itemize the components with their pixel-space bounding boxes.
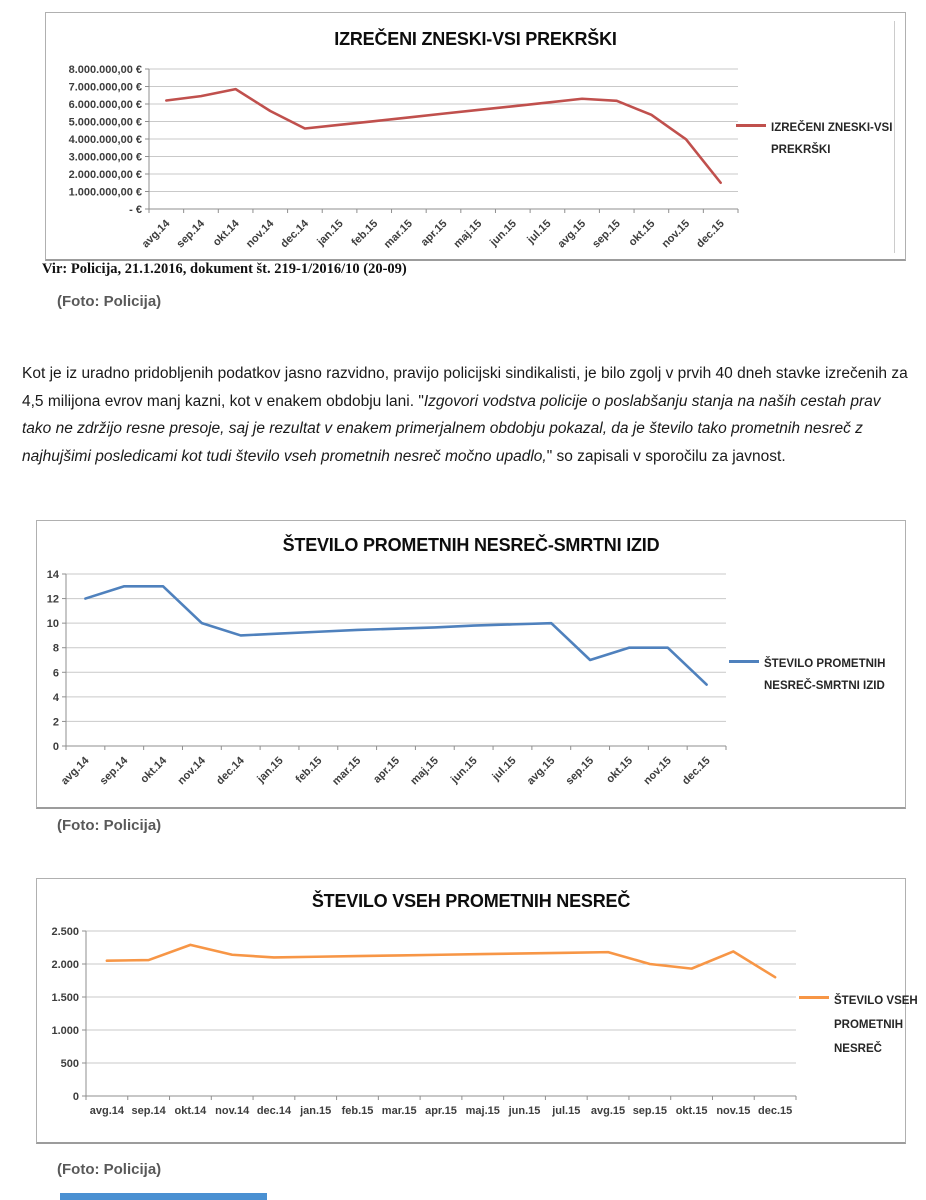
y-tick-label: 2.500 [51,926,79,938]
y-tick-label: 7.000.000,00 € [68,81,142,94]
x-tick-label: jun.15 [448,754,480,786]
chart-legend [729,653,892,697]
x-tick-label: nov.14 [215,1105,250,1117]
x-tick-label: maj.15 [465,1105,500,1117]
x-tick-label: nov.14 [243,217,277,251]
article-paragraph [22,360,910,470]
chart-frame-edge [894,21,895,253]
x-tick-label: avg.15 [555,217,589,251]
x-tick-label: dec.14 [278,217,312,251]
x-tick-label: okt.14 [174,1105,207,1117]
x-tick-label: feb.15 [341,1105,374,1117]
y-tick-label: 2.000 [51,959,79,971]
y-tick-label: 1.500 [51,992,79,1004]
x-tick-label: apr.15 [371,754,403,786]
y-tick-label: 14 [46,569,59,581]
x-tick-label: apr.15 [425,1105,457,1117]
x-tick-label: dec.15 [680,754,713,788]
x-tick-label: okt.15 [675,1105,708,1117]
x-tick-label: jan.15 [315,217,346,249]
x-tick-label: feb.15 [349,217,381,249]
x-tick-label: jul.15 [552,1105,581,1117]
y-tick-label: 2 [52,716,59,729]
y-tick-label: 1.000.000,00 € [68,186,142,199]
x-tick-label: mar.15 [330,754,364,788]
x-tick-label: okt.14 [138,754,170,786]
x-tick-label: jan.15 [255,754,286,786]
x-tick-label: sep.14 [174,217,208,251]
photo-credit: (Foto: Policija) [57,817,162,834]
chart-title: IZREČENI ZNESKI-VSI PREKRŠKI [334,29,617,49]
x-tick-label: dec.15 [694,217,727,251]
y-tick-label: 8 [52,642,59,655]
x-tick-label: jul.15 [490,754,519,784]
x-tick-label: avg.14 [89,1105,125,1117]
x-tick-label: okt.14 [210,217,242,249]
x-tick-label: mar.15 [381,217,415,251]
y-tick-label: 1.000 [51,1025,79,1037]
series-line [107,945,775,977]
paragraph-quote: Izgovori vodstva policije o poslabšanju stanja na naših cestah prav tako ne zdržijo resne presoje, saj je rezultat v enakem primerjalnem obdobju pokazal, da je število tako prometnih nesreč z najhujšimi posledicami kot tudi število vseh prometnih nesreč močno upadlo, [22,392,881,465]
x-tick-label: feb.15 [293,754,325,786]
x-tick-label: mar.15 [381,1105,417,1117]
y-tick-label: 12 [46,593,59,606]
x-tick-label: nov.15 [716,1105,751,1117]
y-tick-label: 8.000.000,00 € [68,64,142,76]
x-tick-label: avg.14 [58,754,92,788]
source-citation: Vir: Policija, 21.1.2016, dokument št. 219-1/2016/10 (20-09) [42,261,407,277]
vse-nesrece-line-chart [37,879,905,1142]
x-tick-label: apr.15 [418,217,450,249]
chart-vse-nesrece [36,878,918,1144]
y-tick-label: 6 [52,667,59,680]
y-tick-label: 0 [52,741,59,753]
y-tick-label: 5.000.000,00 € [68,116,142,129]
x-tick-label: dec.14 [214,754,247,788]
paragraph-tail: " so zapisali v sporočilu za javnost. [546,447,786,465]
legend-label: ŠTEVILO PROMETNIH NESREČ-SMRTNI IZID [764,658,886,692]
x-tick-label: nov.15 [641,754,674,788]
y-tick-label: 4 [52,691,59,704]
x-tick-label: sep.14 [97,754,131,788]
series-line [166,89,720,183]
x-tick-label: sep.15 [632,1105,667,1117]
photo-credit: (Foto: Policija) [57,293,162,310]
x-tick-label: avg.14 [139,217,173,251]
legend-label: IZREČENI ZNESKI-VSI PREKRŠKI [771,122,893,156]
embedded-media-top-edge [60,1193,267,1200]
x-tick-label: jun.15 [487,217,519,249]
x-tick-label: jan.15 [300,1105,332,1117]
y-tick-label: 0 [72,1091,79,1103]
x-tick-label: avg.15 [590,1105,626,1117]
chart-title: ŠTEVILO VSEH PROMETNIH NESREČ [311,891,631,911]
x-tick-label: dec.14 [256,1105,292,1117]
legend-label: ŠTEVILO VSEH PROMETNIH NESREČ [834,995,918,1055]
x-tick-label: jul.15 [525,217,554,247]
x-tick-label: avg.15 [524,754,558,788]
x-tick-label: dec.15 [757,1105,793,1117]
x-tick-label: sep.15 [563,754,597,788]
y-tick-label: 500 [60,1058,79,1070]
x-tick-label: maj.15 [451,217,485,251]
y-tick-label: 3.000.000,00 € [68,151,142,164]
chart-legend [799,989,924,1061]
photo-credit: (Foto: Policija) [57,1161,162,1178]
x-tick-label: sep.15 [590,217,623,251]
chart-title: ŠTEVILO PROMETNIH NESREČ-SMRTNI IZID [282,535,660,555]
y-tick-label: - € [129,204,142,216]
chart-smrtni-izid [36,520,906,809]
x-tick-label: jun.15 [508,1105,541,1117]
orange-line-legend-marker [799,996,829,999]
paragraph-lead: Kot je iz uradno pridobljenih podatkov jasno razvidno, pravijo policijski sindikalisti, je bilo zgolj v prvih 40 dneh stavke izrečenih za 4,5 milijona evrov manj kazni, kot v enakem obdobju lani. " [22,365,908,410]
series-line [85,586,706,684]
y-tick-label: 10 [46,618,59,631]
x-tick-label: okt.15 [604,754,636,786]
y-tick-label: 4.000.000,00 € [68,134,142,146]
x-tick-label: sep.14 [131,1105,166,1117]
y-tick-label: 2.000.000,00 € [68,169,142,181]
x-tick-label: nov.15 [659,217,693,251]
chart-izreceni-zneski [45,12,906,261]
red-line-legend-marker [736,124,766,127]
y-tick-label: 6.000.000,00 € [68,99,142,111]
x-tick-label: maj.15 [408,754,441,788]
chart-legend [736,117,895,161]
blue-line-legend-marker [729,660,759,663]
x-tick-label: okt.15 [626,217,658,249]
x-tick-label: nov.14 [175,754,209,788]
